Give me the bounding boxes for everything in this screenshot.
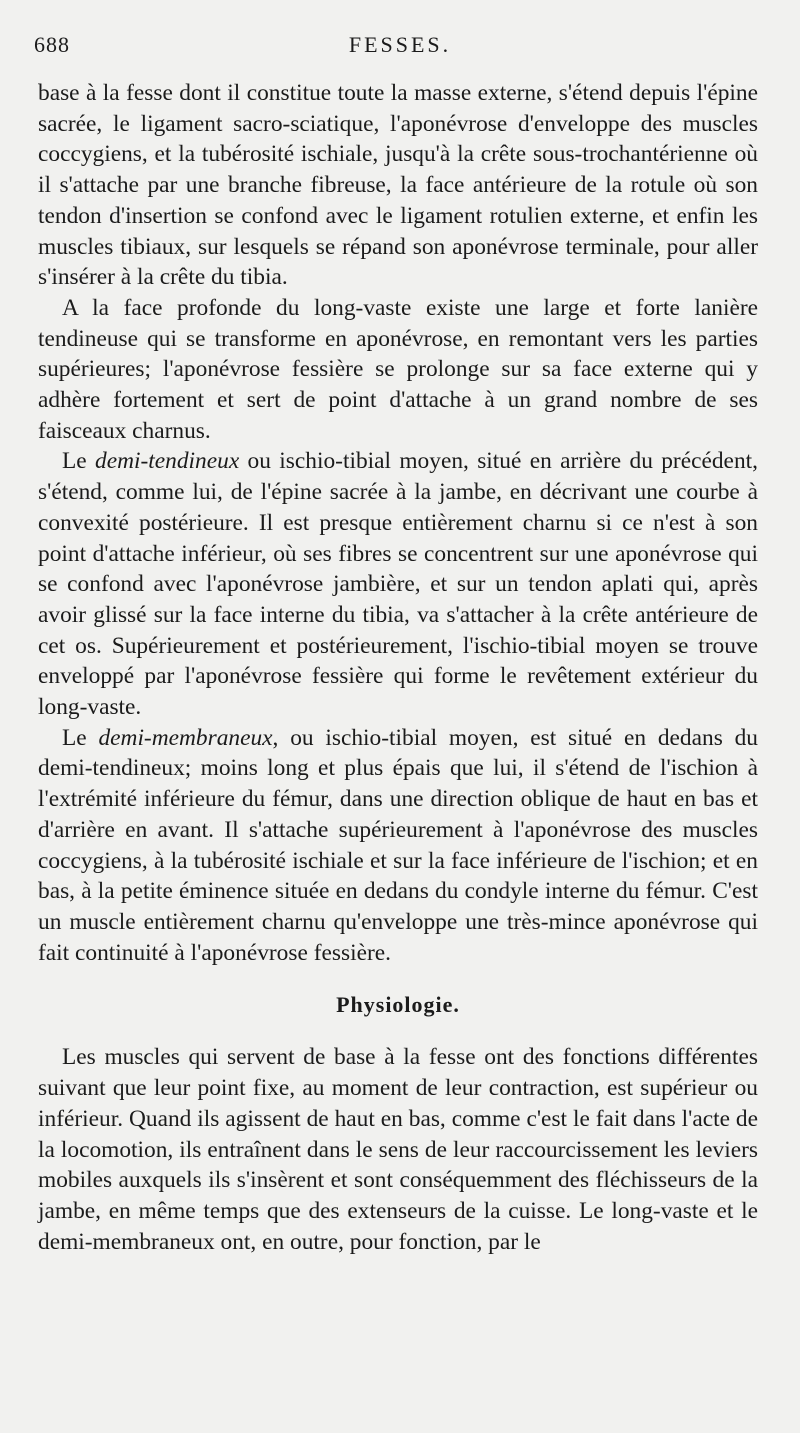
page-body (38, 78, 758, 1257)
running-head (34, 32, 766, 58)
paragraph-physiologie: Les muscles qui servent de base à la fesse ont des fonctions différentes suivant que leur point fixe, au moment de leur contraction, est supérieur ou inférieur. Quand ils agissent de haut en bas, comme c'est le fait dans l'acte de la locomotion, ils entraînent dans le sens de leur raccourcissement les leviers mobiles auxquels ils s'insèrent et sont conséquemment des fléchisseurs de la jambe, en même temps que des extenseurs de la cuisse. Le long-vaste et le demi-membraneux ont, en outre, pour fonction, par le (38, 1044, 758, 1255)
paragraph-text: , ou ischio-tibial moyen, est situé en dedans du demi-tendineux; moins long et plus épais que lui, il s'étend de l'ischion à l'extrémité inférieure du fémur, dans une direction oblique de haut en bas et d'arrière en avant. Il s'attache supérieurement à l'aponévrose des muscles coccygiens, à la tubérosité ischiale et sur la face inférieure de l'ischion; et en bas, à la petite éminence située en dedans du condyle interne du fémur. C'est un muscle entièrement charnu qu'enveloppe une très-mince aponévrose qui fait continuité à l'aponévrose fessière. (38, 724, 758, 966)
running-title: FESSES. (348, 32, 452, 57)
paragraph-continuation: base à la fesse dont il constitue toute la masse externe, s'étend depuis l'épine sacrée, le ligament sacro-sciatique, l'aponévrose d'enveloppe des muscles coccygiens, et la tubérosité ischiale, jusqu'à la crête sous-trochantérienne où il s'attache par une branche fibreuse, la face antérieure de la rotule où son tendon d'insertion se confond avec le ligament rotulien externe, et enfin les muscles tibiaux, sur lesquels se répand son aponévrose terminale, pour aller s'insérer à la crête du tibia. (38, 80, 758, 291)
paragraph-lead: Le (62, 448, 96, 475)
paragraph-demi-membraneux (38, 723, 758, 969)
paragraph-text: ou ischio-tibial moyen, situé en arrière du précédent, s'étend, comme lui, de l'épine sacrée à la jambe, en décrivant une courbe à convexité postérieure. Il est presque entièrement charnu si ce n'est à son point d'attache inférieur, où ses fibres se concentrent sur une aponévrose qui se confond avec l'aponévrose jambière, et sur un tendon aplati qui, après avoir glissé sur la face interne du tibia, va s'attacher à la crête antérieure de cet os. Supérieurement et postérieurement, l'ischio-tibial moyen se trouve enveloppé par l'aponévrose fessière qui forme le revêtement extérieur du long-vaste. (38, 448, 758, 721)
paragraph-long-vaste: A la face profonde du long-vaste existe une large et forte lanière tendineuse qui se transforme en aponévrose, en remontant vers les parties supérieures; l'aponévrose fessière se prolonge sur sa face externe qui y adhère fortement et sert de point d'attache à un grand nombre de ses faisceaux charnus. (38, 294, 758, 444)
paragraph-lead: Le (62, 724, 99, 751)
paragraph-demi-tendineux (38, 446, 758, 722)
page-number: 688 (34, 32, 70, 57)
term-demi-tendineux: demi-tendineux (95, 448, 240, 475)
section-heading-physiologie: Physiologie. (336, 992, 460, 1018)
term-demi-membraneux: demi-membraneux (98, 724, 273, 751)
